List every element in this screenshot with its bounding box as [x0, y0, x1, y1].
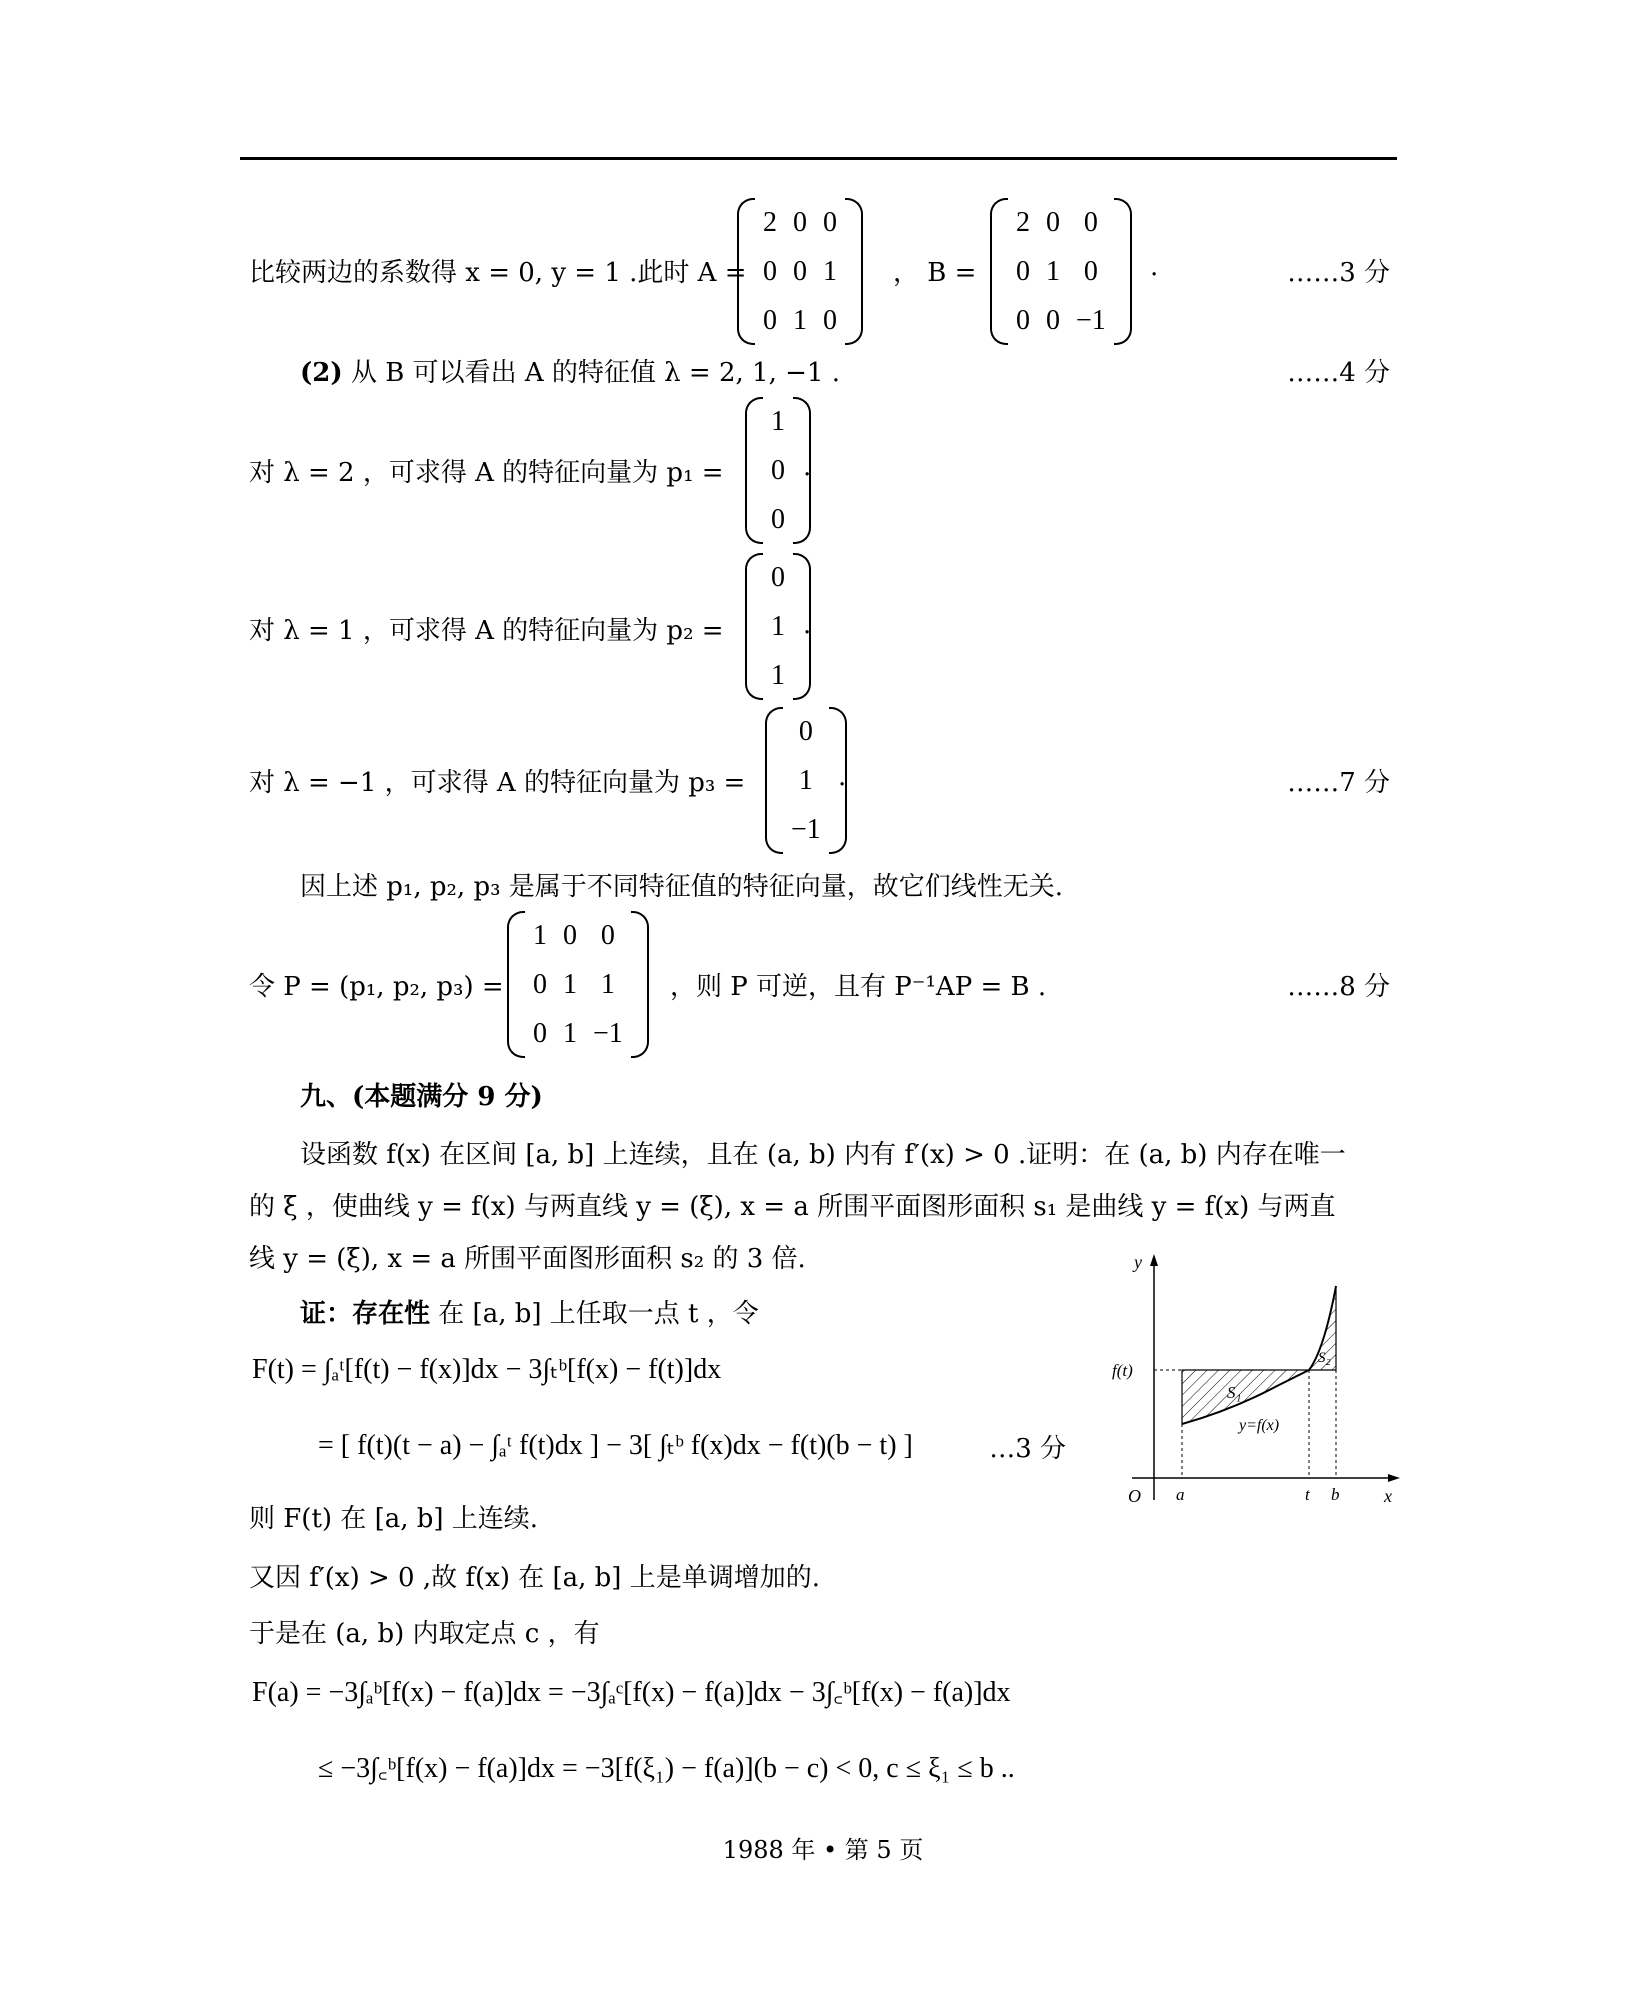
eigen-line-3: 对 λ = −1 ，可求得 A 的特征向量为 p₃ = — [249, 768, 746, 798]
score-8: ……8 分 — [1287, 972, 1390, 1002]
problem9-statement-1: 设函数 f(x) 在区间 [a, b] 上连续，且在 (a, b) 内有 f′(x) > 0 .证明：在 (a, b) 内存在唯一 — [300, 1140, 1346, 1170]
matrix-b-cell: 0 — [1016, 255, 1030, 287]
f-definition-2: = [ f(t)(t − a) − ∫ₐᵗ f(t)dx ] − 3[ ∫ₜᵇ f(x)dx − f(t)(b − t) ] — [318, 1430, 913, 1461]
matrix-b-cell: 0 — [1046, 206, 1060, 238]
vector-p2-cell: 0 — [771, 561, 785, 593]
vector-p1-cell: 0 — [771, 503, 785, 535]
matrix-p-cell: 0 — [563, 919, 577, 951]
matrix-p-cell: 1 — [533, 919, 547, 951]
eigen-line-2-end: . — [803, 610, 812, 640]
t-label: t — [1305, 1485, 1310, 1504]
matrix-a — [737, 198, 863, 345]
vector-p1-cell: 0 — [771, 454, 785, 486]
matrix-b — [990, 198, 1132, 345]
problem9-heading: 九、(本题满分 9 分) — [300, 1082, 543, 1112]
p-matrix-line-end: ，则 P 可逆，且有 P⁻¹AP = B . — [670, 972, 1047, 1002]
score-3: ……3 分 — [1287, 258, 1390, 288]
y-label: y — [1134, 1252, 1142, 1272]
a-label: a — [1176, 1485, 1185, 1504]
eigen-line-2: 对 λ = 1 ，可求得 A 的特征向量为 p₂ = — [249, 616, 724, 646]
vector-p1 — [745, 397, 811, 544]
continuous-line: 则 F(t) 在 [a, b] 上连续. — [249, 1504, 539, 1534]
header-rule — [240, 157, 1397, 160]
eigen-line-1-end: . — [803, 452, 812, 482]
origin-label: O — [1128, 1486, 1141, 1506]
s2-label: S₂ — [1318, 1350, 1331, 1366]
fix-c-line: 于是在 (a, b) 内取定点 c ，有 — [249, 1619, 600, 1649]
matrix-b-cell: 0 — [1083, 206, 1098, 238]
vector-p3-cell: −1 — [791, 813, 821, 845]
matrix-a-cell: 1 — [823, 255, 837, 287]
fa-inequality-2: ≤ −3∫꜀ᵇ[f(x) − f(a)]dx = −3[f(ξ₁) − f(a)](b − c) < 0, c ≤ ξ₁ ≤ b .. — [318, 1753, 1015, 1784]
matrix-a-cell: 0 — [793, 255, 807, 287]
matrix-p-cell: 0 — [533, 1017, 547, 1049]
x-label: x — [1384, 1486, 1392, 1506]
page-footer: 1988 年 • 第 5 页 — [722, 1836, 924, 1864]
eigen-line-3-end: . — [838, 762, 847, 792]
vector-p2 — [745, 553, 811, 700]
monotone-line: 又因 f′(x) > 0 ,故 f(x) 在 [a, b] 上是单调增加的. — [249, 1563, 820, 1593]
matrix-p-cell: 0 — [533, 968, 547, 1000]
ft-label: f(t) — [1112, 1361, 1133, 1380]
vector-p3 — [765, 707, 847, 854]
x-axis-arrow — [1388, 1474, 1400, 1482]
matrix-b-cell: 2 — [1016, 206, 1030, 238]
matrix-a-cell: 1 — [793, 304, 807, 336]
vector-p3-cell: 1 — [798, 764, 813, 796]
matrix-b-cell: 0 — [1083, 255, 1098, 287]
coefficient-line: 比较两边的系数得 x = 0, y = 1 .此时 A = — [249, 258, 747, 288]
independence-line: 因上述 p₁, p₂, p₃ 是属于不同特征值的特征向量，故它们线性无关. — [300, 872, 1064, 902]
b-label: b — [1331, 1485, 1340, 1504]
vector-p1-cell: 1 — [771, 405, 785, 437]
score-7: ……7 分 — [1287, 768, 1390, 798]
matrix-b-cell: 0 — [1016, 304, 1030, 336]
area-figure — [1112, 1250, 1402, 1510]
matrix-p-cell: 1 — [563, 1017, 577, 1049]
vector-p2-cell: 1 — [771, 659, 785, 691]
part2-line: (2) 从 B 可以看出 A 的特征值 λ = 2, 1, −1 . — [300, 358, 840, 388]
p-matrix-line: 令 P = (p₁, p₂, p₃) = — [249, 972, 504, 1002]
vector-p2-cell: 1 — [771, 610, 785, 642]
matrix-p-cell: 0 — [600, 919, 615, 951]
matrix-p-cell: 1 — [563, 968, 577, 1000]
f-definition-1: F(t) = ∫ₐᵗ[f(t) − f(x)]dx − 3∫ₜᵇ[f(x) − f(t)]dx — [252, 1354, 722, 1385]
coefficient-line-end: . — [1150, 252, 1159, 282]
s1-label: S₁ — [1227, 1383, 1242, 1402]
score-3-proof: …3 分 — [989, 1434, 1066, 1464]
region-s1 — [1182, 1370, 1309, 1424]
problem9-statement-3: 线 y = (ξ), x = a 所围平面图形面积 s₂ 的 3 倍. — [249, 1244, 806, 1274]
matrix-a-cell: 0 — [793, 206, 807, 238]
matrix-p — [507, 911, 649, 1058]
matrix-a-cell: 2 — [763, 206, 777, 238]
matrix-a-cell: 0 — [823, 206, 837, 238]
matrix-a-cell: 0 — [763, 304, 777, 336]
proof-intro: 证：存在性 在 [a, b] 上任取一点 t ，令 — [300, 1299, 759, 1329]
eigen-line-1: 对 λ = 2 ，可求得 A 的特征向量为 p₁ = — [249, 458, 724, 488]
problem9-statement-2: 的 ξ ，使曲线 y = f(x) 与两直线 y = (ξ), x = a 所围平面图形面积 s₁ 是曲线 y = f(x) 与两直 — [249, 1192, 1336, 1222]
vector-p3-cell: 0 — [798, 715, 813, 747]
matrix-b-cell: −1 — [1076, 304, 1106, 336]
matrix-p-cell: −1 — [593, 1017, 623, 1049]
coefficient-line-mid: ， B = — [893, 258, 977, 288]
matrix-a-cell: 0 — [763, 255, 777, 287]
fa-inequality-1: F(a) = −3∫ₐᵇ[f(x) − f(a)]dx = −3∫ₐᶜ[f(x) − f(a)]dx − 3∫꜀ᵇ[f(x) − f(a)]dx — [252, 1677, 1011, 1708]
curve-label: y=f(x) — [1239, 1417, 1280, 1434]
score-4: ……4 分 — [1287, 358, 1390, 388]
matrix-a-cell: 0 — [823, 304, 837, 336]
matrix-b-cell: 1 — [1046, 255, 1060, 287]
y-axis-arrow — [1150, 1254, 1158, 1266]
matrix-p-cell: 1 — [600, 968, 615, 1000]
matrix-b-cell: 0 — [1046, 304, 1060, 336]
